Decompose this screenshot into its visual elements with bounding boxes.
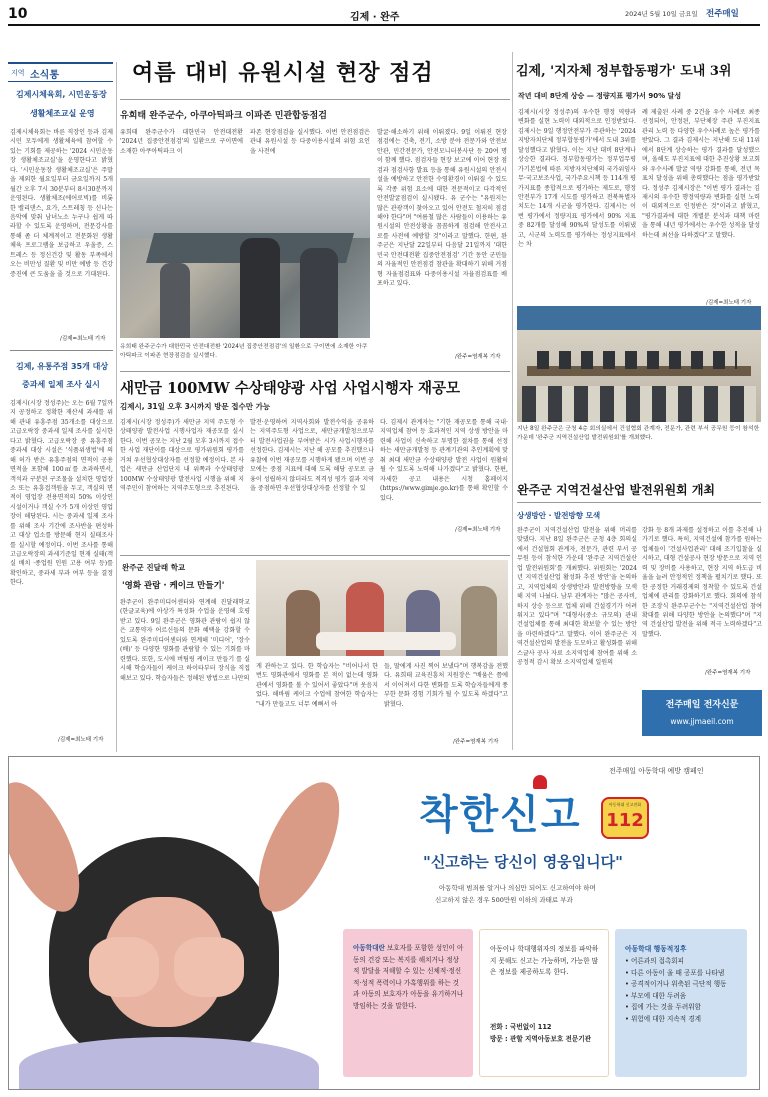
ad-sign-item: • 부모에 대한 두려움 <box>625 991 687 1000</box>
ad-desc-line2: 신고하지 않은 경우 500만원 이하의 과태료 부과 <box>435 896 573 904</box>
council-credit: /완주=염재복 기자 <box>705 670 751 676</box>
ad-box2-text: 아동이나 학대행위자의 정보를 파악하지 못해도 신고는 가능하며, 가능한 많은 정보를 제공하도록 한다. <box>490 945 599 977</box>
sidebar-region-label: 지역 <box>11 69 25 77</box>
main-col3: 발굴·해소하기 위해 이뤄졌다. 9일 이뤄진 현장 점검에는 건축, 전기, 소방 분야 전문가와 안전보안관, 민간전문가, 안전모니터봉사단 등 20여 명이 함께 했다. 점검자들 현장 보고에 이어 현장 점검과 점검사항 발표 등을 통해 유원시설의 안전시설을 예방하고 안전한 수영환경이 이뤄질 수 있도록 각종 위험 요소에 대한 전문적이고 다각적인 안전발굴점검이 실시됐다. 유 군수는 "유원지는 많은 관광객이 찾아오고 있어 안전도 철저히 점검해야 한다"며 "여름철 많은 사람들이 이용하는 유원시설의 안전상황을 꼼꼼하게 점검해 안전사고로를 사전에 예방할 것"이라고 말했다. 한편, 완주군은 지난달 22일부터 다음달 21일까지 '대한민국 안전대전환 집중안전점검' 기간 동안 군민들의 자율적인 안전점검 참관을 확대하기 위해 거점형 자율점검표와 다중이용시설 자율점검표를 배포하고 있다. <box>377 129 507 287</box>
baking-photo <box>256 560 508 656</box>
main-photo <box>120 178 370 338</box>
saemangeum-col3: 다. 김제시 관계자는 "기한 재공모를 통해 국내·지역업체 참여 등 효과적인 지역 상생 방안을 마련해 사업이 신속하고 투명한 절차를 통해 선정하는 새만금개발청 등 관계기관의 추인계획에 맞춰 최대 새만금 수상태양광 발전 사업이 원활히 될 수 있도록 노력해 나가겠다"고 밝혔다. 한편, 자세한 공고 내용은 시청 홈페이지(https://www.gimje.go.kr)를 통해 확인할 수 있다. <box>380 419 508 502</box>
ad-main-title: 착한신고 <box>419 792 582 838</box>
sidebar-news-label: 소식통 <box>30 70 59 81</box>
ad-sign-item: • 공격적이거나 위축된 극단적 행동 <box>625 980 727 989</box>
baking-col2: 게 관하는고 있다. 한 학습자는 "비어나서 한 번도 영화관에서 영화를 본 적이 없는데 영화관에서 영화를 볼 수 있어서 좋았다"며 웃음지었다. 해바림 케이크 수업에 참여한 학습자는 "내가 만들고도 너무 예뻐서 아 <box>256 663 378 708</box>
main-credit: /완주=염재복 기자 <box>455 354 501 360</box>
ad-box2-visit-value: 관할 지역아동보호 전문기관 <box>509 1034 591 1043</box>
baking-top-rule <box>120 555 510 556</box>
ad-box-definition <box>343 929 473 1077</box>
baking-col1: 완주군이 완주미디어센터와 연계해 진달래학교(한글교육)에 아상가 특성화 수업을 운영해 호평받고 있다. 9일 완주군은 영화관 관람이 쉽지 않은 교통약자 어르신들의 문화 혜택을 강화할 수 있도록 완주미디어센터와 연계해 '미디어', '장수(배)' 등 다양한 영화를 관람할 수 있는 기회를 마련했다. 또한, 도시에 버팀링 케이크 만들기 를 실시해 학습자들이 케이크 하이타부터 장식을 직접 해보고 있다. 학습자들은 정해된 방법으로 나만의 <box>120 599 250 682</box>
main-col1: 유희태 완주군수가 대한민국 안전대전환 '2024년 집중안전점검'의 일환으로 구이면에 소재한 아쿠아틱파크 이 <box>120 129 243 155</box>
main-headline: 여름 대비 유원시설 현장 점검 <box>132 60 434 86</box>
page-number: 10 <box>8 6 28 22</box>
sidebar-item2-title1: 김제, 유통주점 35개 대상 <box>16 362 109 371</box>
council-col1: 완주군이 지역건설산업 발전을 위해 머리를 맞댔다. 지난 8일 완주군은 군청 4층 회의실에서 건설협회 관계자, 전문가, 관련 부서 공무원 등이 참석한 가운데 '완주군 지역건설산업 발전위원회'를 개최했다. 위원회는 '2024년 지역건설산업 활성화 추진 방안'을 논의하고, 지역업체의 상생방안과 발전방향을 모색해 지역 나눴다. 남부 관계자는 "많은 공사비, 하지 상승 등으로 업체 위해 건설경기가 어려워지고 있다"며 "대형사(중소 규모의) 관내 건설업체를 통해 최대한 확보할 수 있는 방안을 마련하겠다"고 말했다. 이어 완주군은 지역건설산업의 발전을 도모하고 활성화를 위해 스글사 공사 자료 소지역업체 참여를 위해 소공정적 감시 확보 소지역업체 일원의 <box>517 527 637 667</box>
sidebar-item1-body: 김제시체육회는 바른 직장인 등과 김제시민 모두에게 생활체육에 참여할 수 있는 기회를 제공하는 '2024 시민운동장 생활체조교실'을 운영한다고 밝혔다. '시민운동장 생활체조교실'은 주말을 제외한 월요일부터 금요일까지 5개월간 오후 7시 30분부터 8시30분까지 운영된다. 생활체조(에어로빅)를 비롯한 밸리댄스, 요가, 스트레칭 등 신나는 음악에 맞춰 남녀노소 누구나 쉽게 따라할 수 있도록 운영하며, 전문강사를 통해 좀 더 체계적이고 전문화된 생활체육 프로그램을 보급하고 우울증, 스트레스 등 정신건강 및 활동 부족에서 오는 비만성 질환 및 비만 예방 등 건강증진에 큰 도움을 줄 것으로 기대된다. <box>10 129 113 278</box>
sidebar-item1-credit: /김제=최노태 기자 <box>60 336 106 342</box>
main-photo-caption: 유희태 완주군수가 대한민국 안전대전환 '2024년 집중안전점검'의 일환으로 구이면에 소재한 아쿠아틱파크 이파존 현장점검을 실시했다. <box>120 344 368 359</box>
ad-box2-visit-label: 방문 : <box>490 1034 508 1043</box>
ad-box1-title: 아동학대란 <box>353 944 385 952</box>
right-col1: 김제시(시장 정성주)의 우수한 행정 역량과 변화를 실현 노력이 대외적으로 인정받았다. 김제시는 9일 행정안전부가 주관하는 '2024 지방자치단체 정부합동평가'에서 도내 3위를 달성했다고 밝혔다. 이는 지난 대비 8단계나 상승한 결과다. 정부합동평가는 정부업무평가기본법에 따른 지방자치단체의 국가위임사무·국고보조사업, 국가주요시책 등 114개 평가지표를 종합적으로 평가하는 제도로, 행정안전부가 17개 시도를 평가하고 전북특별자치도는 14개 시군을 평가한다. 김제시는 이번 평가에서 정량지표 평가에서 90% 지표 중 82개를 달성해 90%의 달성도를 이뤄냈고, 시군의 노력도를 평가하는 정성지표에서는 차 <box>518 109 636 249</box>
epaper-promo-title: 전주매일 전자신문 <box>665 700 739 710</box>
right-subhead: 작년 대비 8단계 상승 — 정량지표 평가서 90% 달성 <box>518 92 682 100</box>
ad-sign-item: • 다른 아동이 울 때 공포를 나타냄 <box>625 968 725 977</box>
ad-box2-tel-value: 국번없이 112 <box>509 1023 552 1031</box>
baking-col3: 들, 딸에게 사진 찍어 보냈다"며 행복감을 전했다. 유희태 교육진흥처 지원장은 "배움은 쯤에서 이어져서 다한 변화를 도록 학습자들에게 풍부한 문화 경험 기회가 될 수 있도록 하겠다"고 밝혔다. <box>384 663 508 708</box>
council-left-rule <box>512 372 513 750</box>
ad-sign-item: • 집에 가는 것을 두려워함 <box>625 1003 701 1012</box>
header-rule <box>8 24 760 26</box>
ad-box-report <box>479 929 609 1077</box>
baking-credit: /완주=염재복 기자 <box>453 739 499 745</box>
sidebar-header <box>8 62 113 82</box>
ad-box-signs <box>615 929 747 1077</box>
baking-kicker: 완주군 진달래 학교 <box>122 563 186 572</box>
sidebar-divider <box>10 350 113 351</box>
saemangeum-top-rule <box>120 371 510 372</box>
ad-box3-list <box>625 956 741 1025</box>
ad-desc-line1: 아동학대 범죄를 알거나 의심만 되어도 신고하여야 하며 <box>439 884 596 892</box>
epaper-promo[interactable] <box>642 690 762 736</box>
paper-name: 전주매일 <box>706 9 739 19</box>
ad-box1-text: 보호자를 포함한 성인이 아동의 건강 또는 복지를 해치거나 정상적 발달을 저해할 수 있는 신체적·정신적·성적 폭력이나 가혹행위를 하는 것과 아동의 보호자가 아동을 유기하거나 방임하는 것을 말한다. <box>353 944 464 1010</box>
sidebar-item2-body: 김제시(시장 정성주)는 오는 6월 7일까지 공정하고 정확한 재산세 과세를 위해 관내 유흥주점 35개소를 대상으로 고급오락장 중과세 일제 조사를 실시한다고 밝혔다. 고급오락장 중 유흥주점 중과세 대상 시설은 '식품위생법'에 의해 허가 받은 유흥주점의 면적이 공용면적을 포함해 100㎡를 초과하면서, 객석과 구분된 구조물을 설치한 영업장소 또는 유흥접객원을 두고, 객실의 면적이 영업장 전용면적의 50% 이상인 시설이거나 객실 수가 5개 이상인 영업장이 해당된다. 시는 중과세 일제 조사를 위해 조사 기간에 조사반을 편성하고 대상 업소를 방문해 현지 실태조사를 실시할 예정이다. 이번 조사를 통해 고급오락장의 과세기준일 현재 실태(객실 배치 ·종업원 인원 고용 여부 등)를 확인하고, 중과세 부과 여부 등을 결정한다. <box>10 400 113 587</box>
saemangeum-headline: 새만금 100MW 수상태양광 사업 사업시행자 재공모 <box>120 380 460 397</box>
ad-campaign-label: 전주매일 아동학대 예방 캠페인 <box>609 767 704 775</box>
council-photo <box>517 306 761 422</box>
saemangeum-credit: /김제=최노태 기자 <box>455 527 501 533</box>
right-col2: 례 제출된 사례 중 2건을 우수 사례로 최종 선정되어, 안정된, 부단체장 주관 부진지표 관리 노력 등 다양한 우수사례로 높은 평가를 받았다. 그 결과 김제시는 지난해 도내 11위에서 8단계 상승하는 평가 결과를 달성했으며, 올해도 부진지표에 대한 추진상황 보고회와 우수사례 발굴 역량 강화를 통해, 전년 목표치 달성을 위해 총력했다는 점을 평가받았다. 정성주 김제시장은 "이번 평가 결과는 김제시의 우수한 행정역량과 변화를 실현 노력이 대외적으로 인정받은 것"이라고 밝혔고, "평가결과에 대한 개별분 분석과 대책 마련을 통해 내년 평가에서는 우수한 성적을 달성하는데 최선을 다하겠다"고 말했다. <box>642 109 760 239</box>
ad-box3-title: 아동학대 행동적징후 <box>625 945 687 953</box>
right-headline: 김제, '지자체 정부합동평가' 도내 3위 <box>516 64 732 79</box>
section-title: 김제 · 완주 <box>350 12 400 23</box>
council-subhead: 상생방안 · 발전방향 모색 <box>517 511 601 520</box>
council-photo-caption: 지난 8일 완주군은 군청 4층 회의실에서 건설협회 관계자, 전문가, 관련 부서 공무원 등이 참석한 가운데 '완주군 지역건설산업 발전위원회'를 개최했다. <box>517 426 760 441</box>
right-credit: /김제=최노태 기자 <box>706 300 752 306</box>
saemangeum-col1: 김제시(시장 정성주)가 새만금 지역 주도형 수상태양광 발전사업 시행사업자 재공모를 실시한다. 이번 공모는 지난 2월 모후 3시까지 접수한 사업 재단이를 대상으로 평가위원회 평가를 거쳐 우선협상대상자를 선정할 예정이다. 본 사업은 새만금 산업단지 내 위쪽과 수상태양광 100MW 수상태양광 발전사업 시행을 위해 지역주민이 참여하는 지역주도형으로 추진된다. <box>120 419 244 493</box>
council-headline: 완주군 지역건설산업 발전위원회 개최 <box>517 483 716 497</box>
main-col2: 파존 현장점검을 실시했다. 이번 안전점검은 관내 유원시설 등 다중이용시설의 위험 요인을 사전에 <box>250 129 370 155</box>
baking-title: '영화 관람 · 케이크 만들기' <box>122 581 225 591</box>
ad-sign-item: • 어른과의 접촉회피 <box>625 957 685 965</box>
ad-112-badge <box>601 797 649 839</box>
issue-date: 2024년 5월 10일 금요일 <box>625 10 698 18</box>
sidebar-item1-title2: 생활체조교실 운영 <box>30 109 95 118</box>
council-col2: 강화 등 8개 과제를 설정하고 이를 추진해 나가기로 했다. 특히, 지역건설에 참가를 원하는 업체들이 '건설사업관리' 대해 조기입찰을 실시하고, 대형 건설공사 현장 방문으로 지역 인력 및 장비를 사용하고, 현장 지역 하도급 비율을 늘려 안정적인 정책을 펼치기로 했다. 또한 공정한 거래경제의 정착할 수 있도록 건설업체에 관리를 강화하기로 했다. 회의에 참석한 조장식 완주부군수는 "지역건설산업 참여 확대를 위해 다양한 방안을 논의했다"며 "지역 건설산업 발전을 위해 적극 노력하겠다"고 말했다. <box>642 527 762 638</box>
council-headline-rule <box>517 502 761 503</box>
siren-icon <box>533 775 547 789</box>
main-subhead: 유희태 완주군수, 아쿠아틱파크 이파존 민관합동점검 <box>120 111 327 121</box>
main-headline-rule <box>120 99 510 100</box>
sidebar-item2-title2: 중과세 일제 조사 실시 <box>22 380 100 389</box>
sidebar-item2-credit: /김제=최노태 기자 <box>58 737 104 743</box>
sidebar-item1-title1: 김제시체육회, 시민운동장 <box>16 90 107 99</box>
epaper-promo-url: www.jjmaeil.com <box>670 717 734 726</box>
ad-badge-number: 112 <box>606 810 644 831</box>
ad-badge-caption: 아동학대 신고전화 <box>608 802 642 807</box>
ad-box2-tel-label: 전화 : <box>490 1023 508 1031</box>
ad-frame <box>8 756 760 1090</box>
saemangeum-col2: 발전·운영하여 지역사회와 발전수익을 공유하는 지역주도형 사업으로, 새만금개발청으로부터 발전사업권을 부여받은 시가 사업시행자를 선정한다. 김제시는 지난 해 공모를 추진했으나 유찰에 이번 재공모를 시행하게 됐으며 이번 공모에는 중점 지표에 대해 도록 해당 공모로 금융이 성립하지 않더라도 적격성 평가 결과 지역을 중점하면 우선협상대상자를 선정할 수 있 <box>250 419 374 493</box>
ad-sign-item: • 위험에 대한 지속적 경계 <box>625 1014 701 1023</box>
ad-figure-illustration <box>9 777 339 1090</box>
main-right-rule <box>512 52 513 372</box>
sidebar-column-rule <box>116 62 117 752</box>
ad-slogan: "신고하는 당신이 영웅입니다" <box>423 853 623 871</box>
saemangeum-subhead: 김제시, 31일 오후 3시까지 방문 접수만 가능 <box>120 402 271 411</box>
